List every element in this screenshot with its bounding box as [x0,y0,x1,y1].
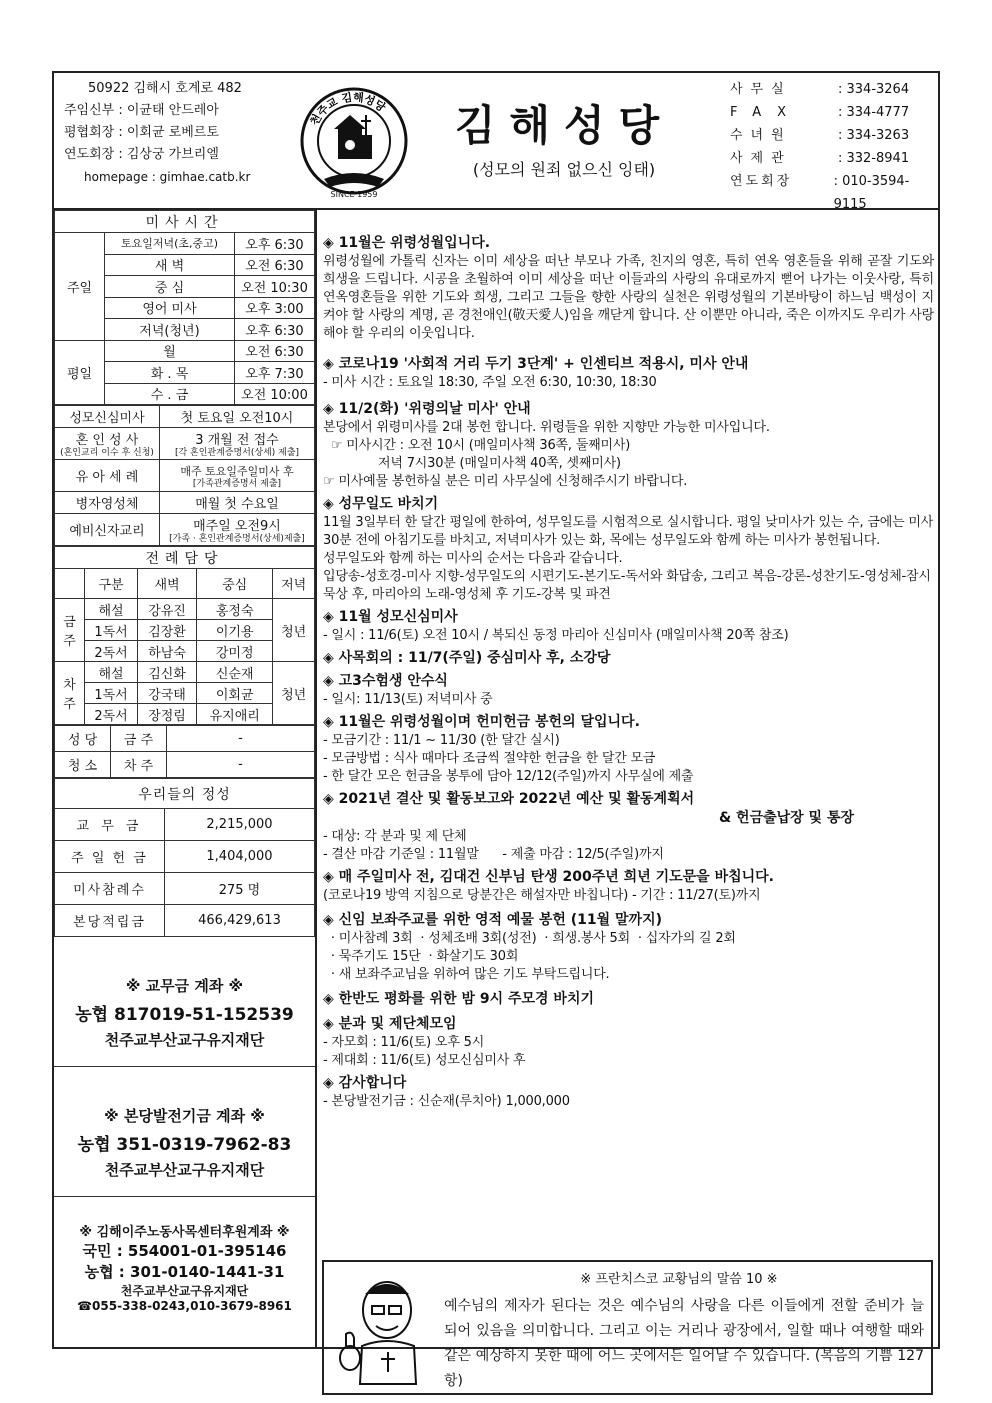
table-row: 교 무 금 2,215,000 [55,809,315,841]
table-row: 유 아 세 례 매주 토요일주일미사 후 [가족관계증명서 제출] [55,460,315,492]
contact-fax: FAX : 334-4777 [730,105,910,120]
notice-item: ◈ 코로나19 '사회적 거리 두기 3단계' + 인센티브 적용시, 미사 안내 - 미사 시간 : 토요일 18:30, 주일 오전 6:30, 10:30, 18:30 [323,356,749,390]
offering-title: 우리들의 정성 [55,779,315,809]
development-fund-account: ※ 본당발전기금 계좌 ※ 농협 351-0319-7962-83 천주교부산교구유지재단 [54,1067,315,1197]
header [54,73,938,210]
table-row: 주일 토요일저녁(초,중고) 오후 6:30 [55,233,315,255]
table-row: 영어 미사 오후 3:00 [55,297,315,319]
contact-rectory: 사제관 : 332-8941 [730,151,910,166]
notice-item: ◈ 고3수험생 안수식 - 일시: 11/13(토) 저녁미사 중 [323,673,493,707]
notice-item: ◈ 11/2(화) '위령의날 미사' 안내 본당에서 위령미사를 2대 봉헌 합니다. 위령들을 위한 지향만 가능한 미사입니다. ☞ 미사시간 : 오전 10시 (매일미사책 36쪽, 둘째미사) 저녁 7시30분 (매일미사책 40쪽, 셋째미사) ☞ 미사예물 봉헌하실 분은 미리 사무실에 신청해주시기 바랍니다. [323,401,770,489]
liturgy-title: 전례담당 [55,547,315,569]
table-row: 2독서 장정림 유지애리 [55,704,315,725]
mission-fee-account: ※ 교무금 계좌 ※ 농협 817019-51-152539 천주교부산교구유지재단 [54,937,315,1067]
quote-text: 예수님의 제자가 된다는 것은 예수님의 사랑을 다른 이들에게 전할 준비가 늘 되어 있음을 의미합니다. 그리고 이는 거리나 광장에서, 일할 때나 여행할 때와 같은 예상하지 못한 때에 어느 곳에서든 일어날 수 있습니다. (복음의 기쁨 127항) [444,1298,924,1389]
notice-item: ◈ 감사합니다 - 본당발전기금 : 신순재(루치아) 1,000,000 [323,1075,570,1109]
table-row: 새 벽 오전 6:30 [55,254,315,276]
table-row: 화 . 목 오후 7:30 [55,362,315,384]
labor-ministry-account: ※ 김해이주노동사목센터후원계좌 ※ 국민 : 554001-01-395146 농협 : 301-0140-1441-31 천주교부산교구유지재단 ☎055-338-0243,010-3679-8961 [77,1225,292,1313]
table-row: 수 . 금 오전 10:00 [55,383,315,405]
table-row: 성모신심미사 첫 토요일 오전10시 [55,406,315,428]
table-row: 혼 인 성 사 (혼인교리 이수 후 신청) 3 개월 전 접수 [각 혼인관계증명서(상세) 제출] [55,428,315,460]
left-sidebar [54,210,317,1349]
table-row: 성 당 금 주 - [55,726,315,752]
cleaning-table [54,725,315,778]
council-president: 평협회장 : 이회균 로베르토 [64,125,219,140]
notice-item: ◈ 11월은 위령성월입니다. 위령성월에 가톨릭 신자는 이미 세상을 떠난 부모나 가족, 친지의 영혼, 특히 연옥 영혼들을 위해 곧잘 기도와 희생을 드립니다. 시공을 초월하여 이미 세상을 떠난 이들과의 사랑의 유대로까지 뻗어 나가는 이웃사랑, 특히 연옥영혼들을 위한 기도와 희생, 그리고 그들을 향한 사랑의 실천은 위령성월의 기본바탕이 하느님 백성이 지켜야 할 사랑의 계명, 곧 경천애인(敬天愛人)임을 깨닫게 합니다. 산 이뿐만 아니라, 죽은 이까지도 우리가 사랑해야 할 우리의 이웃입니다. [323,235,934,341]
notice-item: ◈ 분과 및 제단체모임 - 자모회 : 11/6(토) 오후 5시 - 제대회 : 11/6(토) 성모신심미사 후 [323,1016,526,1068]
table-row: 구분 새벽 중심 저녁 [55,569,315,599]
contact-convent: 수녀원 : 334-3263 [730,128,910,143]
table-row: 1독서 강국태 이회균 [55,683,315,704]
church-logo [294,83,414,203]
pope-cartoon-icon [332,1272,432,1387]
church-name: 김해성당 [454,101,674,150]
table-row: 1독서 김장환 이기용 [55,620,315,641]
address: 50922 김해시 호계로 482 [88,81,242,96]
weekday-label: 평일 [55,340,105,405]
table-row: 예비신자교리 매주일 오전9시 [가족 · 혼인관계증명서(상세)제출] [55,514,315,546]
table-row: 본당적립금 466,429,613 [55,905,315,937]
homepage-link[interactable]: homepage : gimhae.catb.kr [84,170,251,184]
notice-item: ◈ 사목회의 : 11/7(주일) 중심미사 후, 소강당 [323,650,611,666]
offering-table [54,778,315,937]
notice-item: ◈ 11월 성모신심미사 - 일시 : 11/6(토) 오전 10시 / 복되신 동정 마리아 신심미사 (매일미사책 20쪽 참조) [323,609,789,643]
contact-list [730,78,938,216]
notice-item: ◈ 한반도 평화를 위한 밤 9시 주모경 바치기 [323,991,595,1007]
table-row: 평일 월 오전 6:30 [55,340,315,362]
mass-schedule-title: 미사시간 [55,211,315,233]
table-row: 차주 해설 김신화 신순재 청년 [55,662,315,683]
svg-text:천주교 김해성당: 천주교 김해성당 [307,90,388,128]
header-info-left [64,78,284,188]
table-row: 저녁(청년) 오후 6:30 [55,319,315,341]
table-row: 병자영성체 매월 첫 수요일 [55,492,315,514]
notice-column [317,210,938,1389]
sacraments-table [54,405,315,546]
pastor: 주임신부 : 이균태 안드레아 [64,103,219,118]
notice-item: ◈ 성무일도 바치기 11월 3일부터 한 달간 평일에 한하여, 성무일도를 시험적으로 실시합니다. 평일 낮미사가 있는 수, 금에는 미사 30분 전에 아침기도를 바치고, 저녁미사가 있는 화, 목에는 성무일도와 함께 하는 미사가 봉헌됩니다. 성무일도와 함께 하는 미사의 순서는 다음과 같습니다. 입당송-성호경-미사 지향-성무일도의 시편기도-본기도-독서와 화답송, 그리고 복음-강론-성찬기도-영성체-잠시 묵상 후, 마리아의 노래-영성체 후 기도-강복 및 파견 [323,496,934,602]
table-row: 청 소 차 주 - [55,752,315,778]
contact-office: 사무실 : 334-3264 [730,82,910,97]
contact-legion: 연도회장 : 010-3594-9115 [730,174,910,212]
legion-president: 연도회장 : 김상궁 가브리엘 [64,147,219,162]
table-row: 2독서 하남숙 강미정 [55,641,315,662]
church-subtitle: (성모의 원죄 없으신 잉태) [472,160,656,179]
notice-item: ◈ 11월은 위령성월이며 헌미헌금 봉헌의 달입니다. - 모금기간 : 11/1 ~ 11/30 (한 달간 실시) - 모금방법 : 식사 때마다 조금씩 절약한 헌금을 한 달간 모금 - 한 달간 모은 헌금을 봉투에 담아 12/12(주일)까지 사무실에 제출 [323,714,694,784]
table-row: 주 일 헌 금 1,404,000 [55,841,315,873]
table-row: 중 심 오전 10:30 [55,276,315,298]
mass-schedule-table [54,210,315,405]
notice-item: ◈ 신임 보좌주교를 위한 영적 예물 봉헌 (11월 말까지) · 미사참례 3회 · 성체조배 3회(성전) · 희생.봉사 5회 · 십자가의 길 2회 · 묵주기도 15단 · 화살기도 30회 · 새 보좌주교님을 위하여 많은 기도 부탁드립니다. [323,912,736,982]
bulletin-page [52,71,940,1389]
notice-item: ◈ 매 주일미사 전, 김대건 신부님 탄생 200주년 희년 기도문을 바칩니다. (코로나19 방역 지침으로 당분간은 해설자만 바칩니다) - 기간 : 11/27(토)까지 [323,869,774,903]
quote-title: ※ 프란치스코 교황님의 말씀 10 ※ [580,1272,778,1287]
pope-quote-box [322,1260,933,1395]
sunday-label: 주일 [55,233,105,341]
table-row: 금주 해설 강유진 홍정숙 청년 [55,599,315,620]
notice-item: ◈ 2021년 결산 및 활동보고와 2022년 예산 및 활동계획서 & 헌금출납장 및 통장 - 대상: 각 분과 및 제 단체 - 결산 마감 기준일 : 11월말 - 제출 마감 : 12/5(주일)까지 [323,791,854,862]
liturgy-table [54,546,315,725]
table-row: 미사참례수 275 명 [55,873,315,905]
svg-text:SINCE 1959: SINCE 1959 [330,190,378,199]
